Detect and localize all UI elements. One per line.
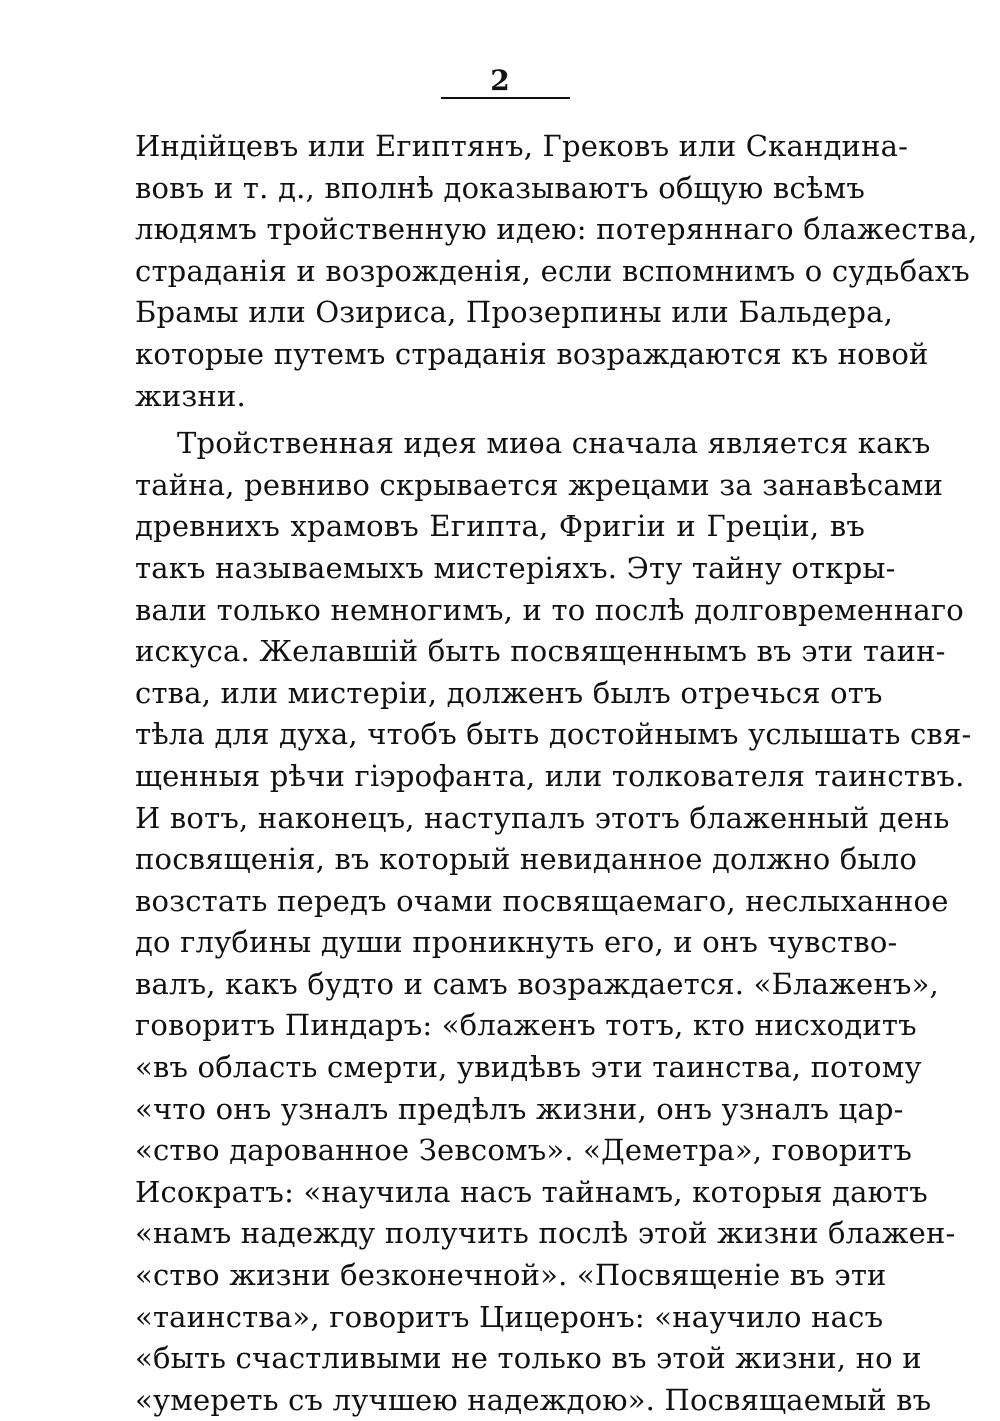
text-line: которые путемъ страданія возраждаются къ новой [135,336,929,371]
text-line: валъ, какъ будто и самъ возраждается. «Блаженъ», [135,966,939,1001]
text-line: Брамы или Озириса, Прозерпины или Бальдера, [135,295,894,330]
text-line: людямъ тройственную идею: потеряннаго блажества, [135,212,978,247]
text-line: древнихъ храмовъ Египта, Фригіи и Греціи, въ [135,509,865,544]
text-line: вали только немногимъ, и то послѣ долговременнаго [135,592,964,627]
page-number: 2 [490,64,510,97]
text-line: И вотъ, наконецъ, наступалъ этотъ блаженный день [135,800,950,835]
body-text [135,126,978,1421]
paragraph-2 [135,423,972,1421]
text-line: говоритъ Пиндаръ: «блаженъ тотъ, кто нисходитъ [135,1008,917,1043]
text-line: «умереть съ лучшею надеждою». Посвящаемый въ [135,1382,932,1417]
page-number-rule [441,97,570,99]
text-line: ства, или мистеріи, долженъ былъ отречься отъ [135,675,883,710]
text-line: страданія и возрожденія, если вспомнимъ о судьбахъ [135,253,970,288]
text-line: Тройственная идея миѳа сначала является какъ [177,426,931,461]
text-line: щенныя рѣчи гіэрофанта, или толкователя таинствъ. [135,758,965,793]
text-line: жизни. [135,378,246,413]
text-line: посвященія, въ который невиданное должно было [135,842,918,877]
text-line: «ство жизни безконечной». «Посвященіе въ эти [135,1258,887,1293]
text-line: такъ называемыхъ мистеріяхъ. Эту тайну откры- [135,550,896,585]
text-line: «быть счастливыми не только въ этой жизни, но и [135,1341,922,1376]
text-line: «что онъ узналъ предѣлъ жизни, онъ узналъ цар- [135,1091,904,1126]
text-line: «таинства», говоритъ Цицеронъ: «научило насъ [135,1299,884,1334]
text-line: Индійцевъ или Египтянъ, Грековъ или Скандина- [135,129,909,163]
paragraph-1 [135,126,978,417]
text-line: искуса. Желавшій быть посвященнымъ въ эти таин- [135,634,946,669]
text-line: «намъ надежду получить послѣ этой жизни блажен- [135,1216,956,1251]
text-line: «въ область смерти, увидѣвъ эти таинства, потому [135,1050,922,1085]
text-line: возстать передъ очами посвящаемаго, неслыханное [135,883,949,918]
text-line: вовъ и т. д., вполнѣ доказываютъ общую всѣмъ [135,170,865,205]
text-line: тѣла для духа, чтобъ быть достойнымъ услышать свя- [135,717,972,752]
text-line: «ство дарованное Зевсомъ». «Деметра», говоритъ [135,1133,913,1168]
text-line: до глубины души проникнуть его, и онъ чувство- [135,925,898,960]
text-line: тайна, ревниво скрывается жрецами за занавѣсами [135,467,944,502]
text-line: Исократъ: «научила насъ тайнамъ, которыя даютъ [135,1174,928,1209]
